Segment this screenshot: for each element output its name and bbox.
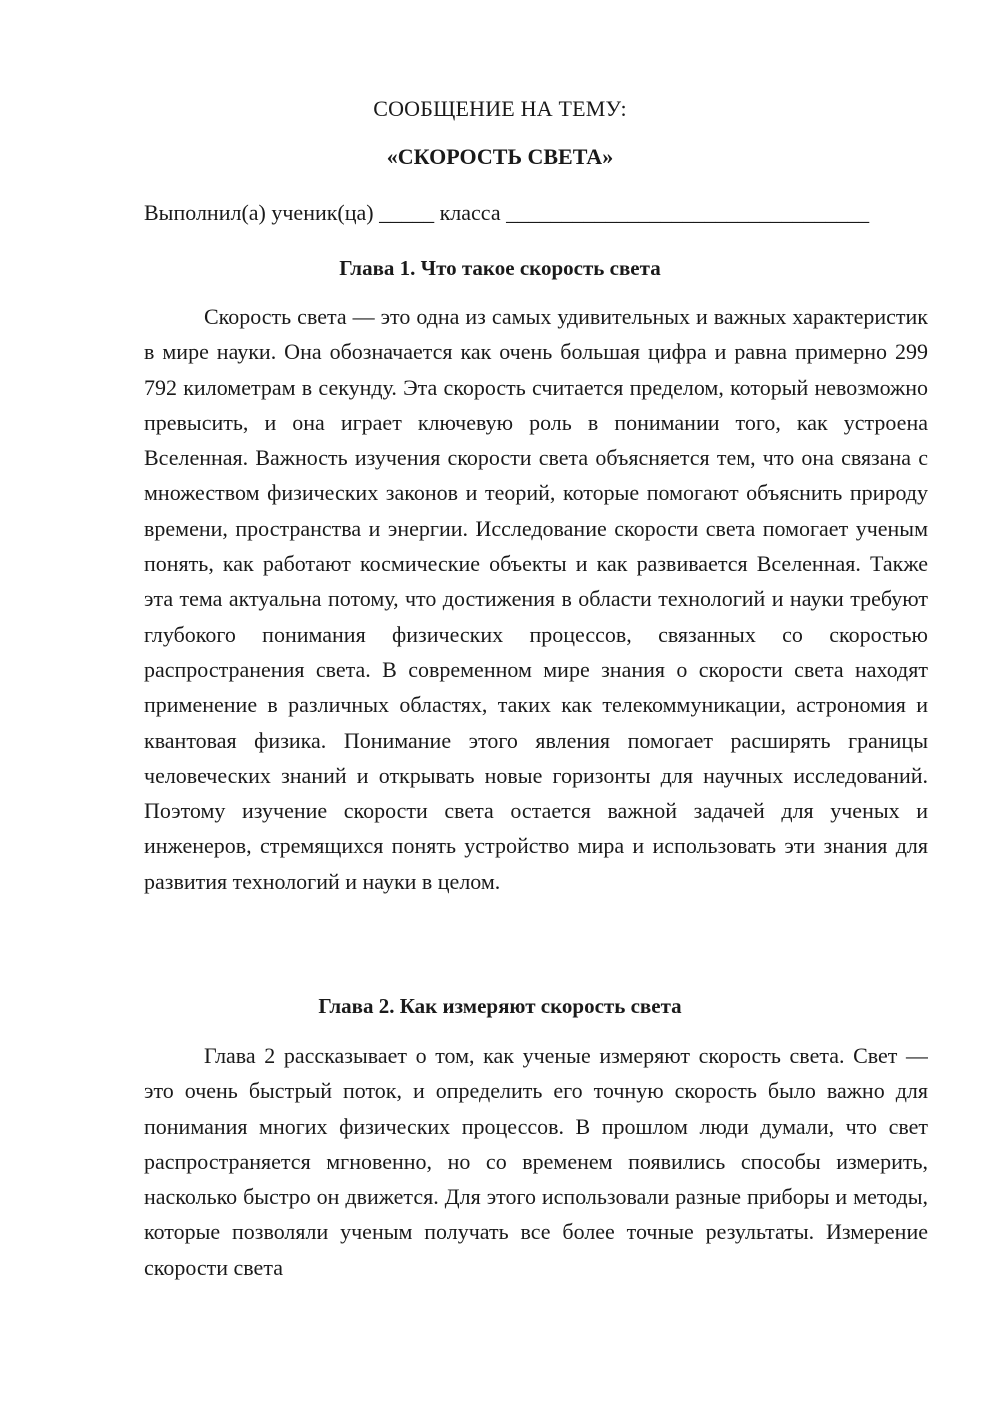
document-title-line1: СООБЩЕНИЕ НА ТЕМУ: [373,96,627,121]
document-title-line2: «СКОРОСТЬ СВЕТА» [386,144,614,169]
chapter-2-heading: Глава 2. Как измеряют скорость света [318,994,682,1018]
chapter-1-paragraph: Скорость света — это одна из самых удивительных и важных характеристик в мире науки. Она обозначается как очень большая цифра и равна примерно 299 792 километрам в секунду. Эта скорость считается пределом, который невозможно превысить, и она играет ключевую роль в понимании того, как устроена Вселенная. Важность изучения скорости света объясняется тем, что она связана с множеством физических законов и теорий, которые помогают объяснить природу времени, пространства и энергии. Исследование скорости света помогает ученым понять, как работают космические объекты и как развивается Вселенная. Также эта тема актуальна потому, что достижения в области технологий и науки требуют глубокого понимания физических процессов, связанных со скоростью распространения света. В современном мире знания о скорости света находят применение в различных областях, таких как телекоммуникации, астрономия и квантовая физика. Понимание этого явления помогает расширять границы человеческих знаний и открывать новые горизонты для научных исследований. Поэтому изучение скорости света остается важной задачей для ученых и инженеров, стремящихся понять устройство мира и использовать эти знания для развития технологий и науки в целом. [144,304,928,894]
chapter-1-heading: Глава 1. Что такое скорость света [339,256,661,280]
chapter-2-paragraph: Глава 2 рассказывает о том, как ученые измеряют скорость света. Свет — это очень быстрый поток, и определить его точную скорость было важно для понимания многих физических процессов. В прошлом люди думали, что свет распространяется мгновенно, но со временем появились способы измерить, насколько быстро он движется. Для этого использовали разные приборы и методы, которые позволяли ученым получать все более точные результаты. Измерение скорости света [144,1043,928,1280]
author-line: Выполнил(а) ученик(ца) _____ класса _________________________________ [144,200,870,225]
